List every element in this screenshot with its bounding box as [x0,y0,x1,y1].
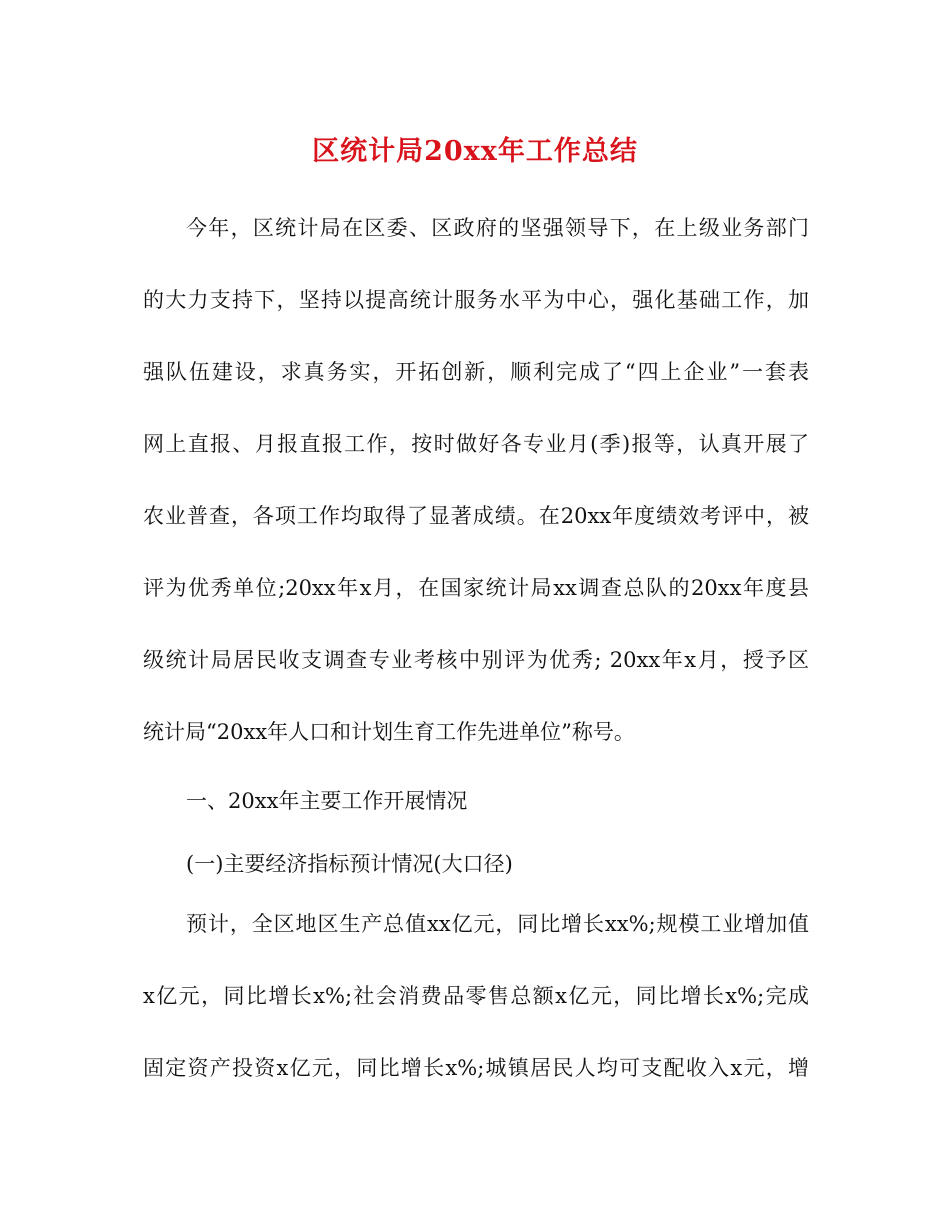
document-title: 区统计局20xx年工作总结 [312,136,638,167]
section-heading: 一、20xx年主要工作开展情况 [186,789,468,813]
paragraph-line: 固定资产投资x亿元，同比增长x%;城镇居民人均可支配收入x元，增 [143,1056,809,1080]
paragraph-line: 评为优秀单位;20xx年x月，在国家统计局xx调查总队的20xx年度县 [143,576,809,600]
paragraph-line: 网上直报、月报直报工作，按时做好各专业月(季)报等，认真开展了 [143,432,809,456]
paragraph-line: 今年，区统计局在区委、区政府的坚强领导下，在上级业务部门 [186,216,809,240]
paragraph-line: 强队伍建设，求真务实，开拓创新，顺利完成了“四上企业”一套表 [143,360,809,384]
paragraph-line: 预计，全区地区生产总值xx亿元，同比增长xx%;规模工业增加值 [186,912,809,936]
paragraph-line: 统计局“20xx年人口和计划生育工作先进单位”称号。 [143,720,635,744]
paragraph-line: 农业普查，各项工作均取得了显著成绩。在20xx年度绩效考评中，被 [143,504,809,528]
paragraph-line: x亿元，同比增长x%;社会消费品零售总额x亿元，同比增长x%;完成 [143,984,809,1008]
paragraph-line: 级统计局居民收支调查专业考核中别评为优秀; 20xx年x月，授予区 [143,648,809,672]
subsection-heading: (一)主要经济指标预计情况(大口径) [186,852,513,876]
paragraph-line: 的大力支持下，坚持以提高统计服务水平为中心，强化基础工作，加 [143,288,809,312]
